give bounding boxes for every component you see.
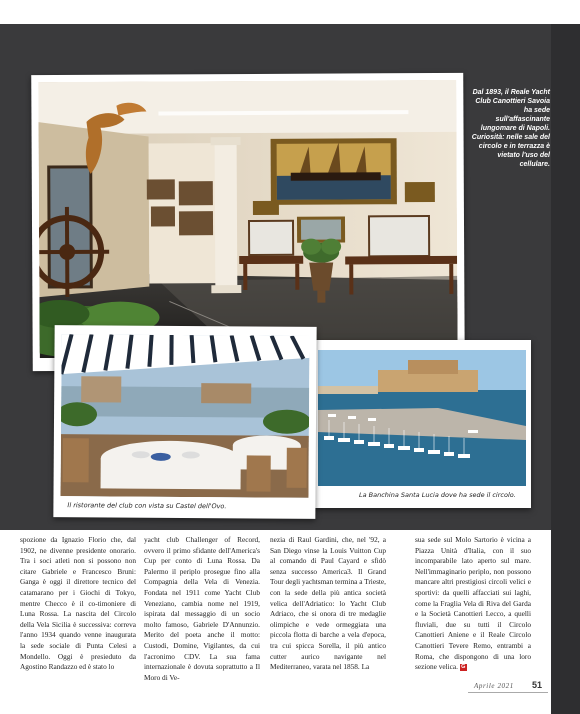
- page-edge-strip: [551, 24, 580, 714]
- page-top-margin: [0, 0, 580, 24]
- footer-divider: [468, 692, 548, 693]
- text-column-2: [144, 535, 260, 683]
- hall-photo-illustration: [38, 80, 457, 358]
- end-mark-icon: G: [461, 663, 466, 670]
- hall-photo: [38, 80, 457, 358]
- text-column-3: [270, 535, 386, 673]
- text-column-1: [20, 535, 136, 673]
- restaurant-photo-caption: Il ristorante del club con vista su Castel dell'Ovo.: [67, 501, 227, 511]
- text-column-3-body: nezia di Raul Gardini, che, nel '92, a San Diego vinse la Louis Vuitton Cup al comando di Paul Cayard e sfidò senza successo America3. Il Grand Tour degli yachtsman termina a Trieste, con la sede della più antica società velica dell'Adriatico: lo Yacht Club Adriaco, che si onora di tre medaglie olimpiche e vede ormeggiata una piccola flotta di barche a vela d'epoca, tra cui spicca Sorella, il più antico cutter aurico navigante nel Mediterraneo, varata nel 1858. La: [270, 535, 386, 672]
- marina-photo-illustration: [318, 350, 526, 486]
- text-column-2-body: yacht club Challenger of Record, ovvero il primo sfidante dell'America's Cup per conto di Luna Rossa. Da Palermo il periplo prosegue fino alla Compagnia della Vela di Venezia. Fondata nel 1911 come Yacht Club Veneziano, cambia nome nel 1919, ispirata dal messaggio di un socio molto famoso, Gabriele D'Annunzio. Merito del poeta anche il motto: Custodi, Domine, Vigilantes, da cui l'acronimo CDV. La sua fama internazionale è dovuta soprattutto a Il Moro di Ve-: [144, 535, 260, 682]
- marina-photo: [318, 350, 526, 486]
- text-column-4-body: sua sede sul Molo Sartorio è vicina a Piazza Unità d'Italia, con il suo incomparabile lato aperto sul mare. Nell'immaginario periplo, non possono mancare altri prestigiosi circoli velici e sportivi: da quelli affacciati sui laghi, come la Fraglia Vela di Riva del Garda e la Società Canottieri Lecco, a quelli fluviali, due su tutti il Circolo Canottieri Aniene e il Reale Circolo Canottieri Tevere Remo, entrambi a Roma, che dispongono di una loro sezione velica.: [415, 535, 531, 672]
- restaurant-photo-frame: [53, 325, 316, 519]
- text-column-4: [415, 535, 531, 673]
- hall-photo-caption-overlay: Dal 1893, il Reale Yacht Club Canottieri Savoia ha sede sull'affascinante lungomare di Napoli. Curiosità: nelle sale del circolo e in terrazza è vietato l'uso del cellulare.: [471, 89, 550, 168]
- marina-photo-frame: [313, 340, 531, 508]
- marina-photo-caption: La Banchina Santa Lucia dove ha sede il circolo.: [359, 491, 516, 499]
- page-number: 51: [532, 680, 543, 690]
- text-column-1-body: spozione da Ignazio Florio che, dal 1902, ne divenne presidente onorario. Tra i soci atleti non si possono non citare Gabriele e Francesco Bruni: Ganga è oggi il direttore tecnico del catamarano per i Giochi di Tokyo, mentre Checco è il co-timoniere di Luna Rossa. La nascita del Circolo della Vela Sicilia è successiva: correva l'anno 1934 quando venne inaugurata la sede sociale di Punta Celesi a Mondello. Oggi è presieduto da Agostino Randazzo ed è stato lo: [20, 535, 136, 672]
- restaurant-photo: [60, 334, 309, 498]
- footer-date: Aprile 2021: [474, 682, 514, 690]
- restaurant-photo-illustration: [60, 334, 309, 498]
